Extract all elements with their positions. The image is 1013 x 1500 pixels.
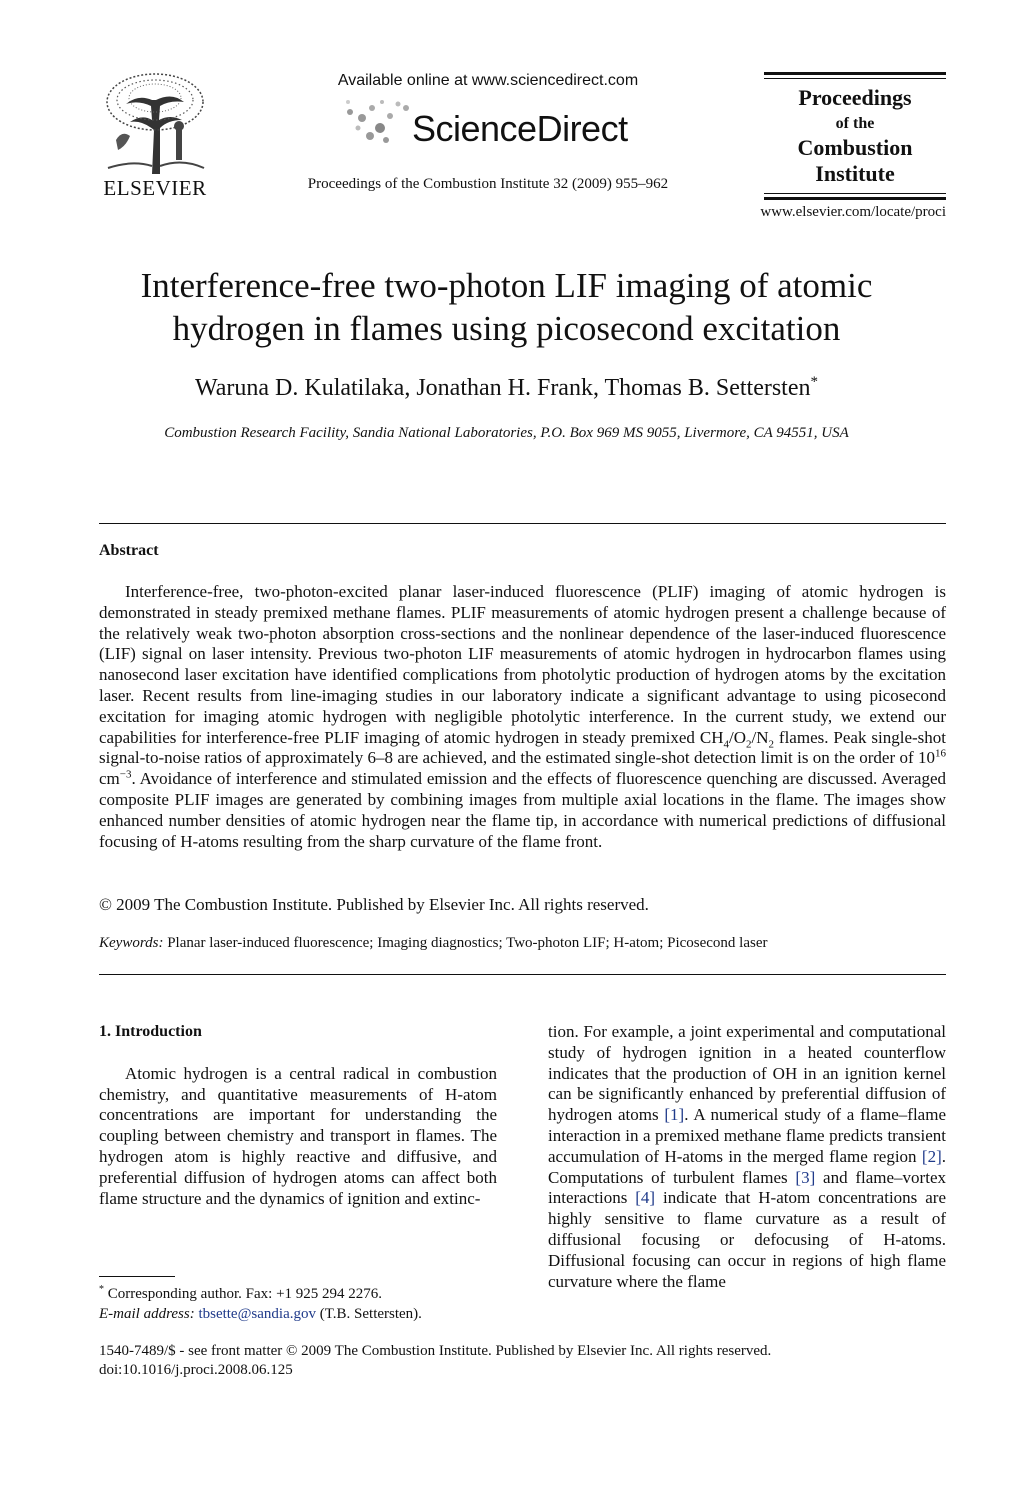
intro-text-r1: tion. For example, a joint experimental and computational study of hydrogen ignition in a heated counterflow indicates that the production of OH in an ignition kernel can be significantly enhanced by preferential diffusion of hydrogen atoms [548,1022,946,1125]
corresponding-author-mark: * [810,374,818,390]
footnote-mark: * [99,1284,104,1295]
title-line-1: Interference-free two-photon LIF imaging of atomic [140,266,873,305]
email-suffix: (T.B. Settersten). [315,1306,422,1322]
journal-title-box [764,72,946,200]
doi[interactable]: doi:10.1016/j.proci.2008.06.125 [99,1362,293,1378]
email-label: E-mail address: [99,1306,195,1322]
front-matter [99,1342,771,1380]
right-column [548,1022,946,1292]
subscript-2a: 2 [745,737,752,750]
elsevier-tree-icon [102,70,208,174]
left-column [99,1022,497,1209]
author-names: Waruna D. Kulatilaka, Jonathan H. Frank, Thomas B. Settersten [195,375,811,401]
intro-paragraph-left: Atomic hydrogen is a central radical in combustion chemistry, and quantitative measurements of H-atom concentrations are important for understanding the coupling between chemistry and transport in flames. The hydrogen atom is highly reactive and diffusive, and preferential diffusion of hydrogen atoms can affect both flame structure and the dynamics of ignition and extinc- [99,1063,497,1208]
journal-url[interactable]: www.elsevier.com/locate/proci [760,204,946,220]
intro-text-r2: . A numerical study of a flame–flame interaction in a premixed methane flame predicts transient accumulation of H-atoms in the merged flame region [548,1105,946,1166]
abstract-text-2: flames. Peak single-shot signal-to-noise ratios of approximately 6–8 are achieved, and the estimated single-shot detection limit is on the order of 10 [99,727,946,768]
abstract-body [99,582,946,852]
subscript-2b: 2 [768,737,774,750]
footnote-line-1 [99,1280,519,1304]
email-link[interactable]: tbsette@sandia.gov [194,1306,316,1322]
footnote-text: Corresponding author. Fax: +1 925 294 2276. [104,1286,383,1302]
available-online-text: Available online at www.sciencedirect.com [337,72,639,89]
abstract-n2: /N [751,727,769,747]
intro-text-r3: . Computations of turbulent flames [548,1146,946,1187]
journal-title-line1: Proceedings [798,85,912,110]
citation-link-2[interactable]: [2] [921,1146,942,1166]
section-heading: 1. Introduction [99,1023,202,1040]
abstract-text-3: . Avoidance of interference and stimulated emission and the effects of fluorescence quenching are discussed. Averaged composite PLIF images are generated by combining images from multiple axial locations in the flame. The images show enhanced number densities of atomic hydrogen near the flame tip, in accordance with numerical predictions of diffusional focusing of H-atoms resulting from the sharp curvature of the flame front. [99,769,946,851]
footnote-line-2 [99,1304,519,1324]
abstract-o2: /O [728,727,746,747]
elsevier-logo [96,70,214,200]
title-line-2: hydrogen in flames using picosecond excitation [172,309,841,348]
keywords-label: Keywords: [99,935,164,951]
article-title [70,264,943,350]
footnote-rule [99,1276,175,1277]
keywords [99,935,768,952]
elsevier-wordmark: ELSEVIER [103,176,207,200]
footnote [99,1280,519,1324]
subscript-4: 4 [723,737,729,750]
citation-link-3[interactable]: [3] [795,1167,816,1187]
superscript-neg3: −3 [119,768,132,781]
intro-text-r5: indicate that H-atom concentrations are highly sensitive to flame curvature as a result of diffusional focusing or defocusing of H-atoms. Diffusional focusing can occur in regions of high flame curvature where the flame [548,1188,946,1291]
author-list [70,374,943,402]
abstract-text-1: Interference-free, two-photon-excited planar laser-induced fluorescence (PLIF) imaging of atomic hydrogen is demonstrated in steady premixed methane flames. PLIF measurements of atomic hydrogen present a challenge because of the relatively weak two-photon absorption cross-sections and the nonlinear dependence of the laser-induced fluorescence (LIF) signal on laser intensity. Previous two-photon LIF measurements of atomic hydrogen in hydrocarbon flames using nanosecond laser excitation have identified complications from photolytic production of hydrogen atoms by the excitation laser. Recent results from line-imaging studies in our laboratory indicate a significant advantage to using picosecond excitation for imaging atomic hydrogen with negligible photolytic interference. In the current study, we extend our capabilities for interference-free PLIF imaging of atomic hydrogen in steady premixed CH [99,582,946,747]
keywords-text: Planar laser-induced fluorescence; Imaging diagnostics; Two-photon LIF; H-atom; Picosecond laser [163,935,768,951]
journal-title-line4: Institute [815,161,895,186]
citation-link-4[interactable]: [4] [635,1188,656,1208]
journal-citation: Proceedings of the Combustion Institute 32 (2009) 955–962 [307,176,669,192]
superscript-16: 16 [935,747,946,760]
sciencedirect-dots-icon [342,98,418,148]
journal-title-line3: Combustion [797,135,913,160]
sciencedirect-wordmark: ScienceDirect [412,108,628,149]
rule-below-keywords [99,974,946,975]
rule-above-abstract [99,523,946,524]
citation-link-1[interactable]: [1] [664,1105,685,1125]
abstract-heading: Abstract [99,542,159,559]
journal-title-line2: of the [835,115,875,132]
abstract-cm: cm [99,769,120,789]
intro-text-r4: and flame–vortex interactions [548,1167,946,1208]
abstract-copyright: © 2009 The Combustion Institute. Published by Elsevier Inc. All rights reserved. [99,895,649,914]
affiliation: Combustion Research Facility, Sandia National Laboratories, P.O. Box 969 MS 9055, Livermore, CA 94551, USA [164,425,849,441]
front-matter-line-1: 1540-7489/$ - see front matter © 2009 The Combustion Institute. Published by Elsevier Inc. All rights reserved. [99,1343,772,1359]
